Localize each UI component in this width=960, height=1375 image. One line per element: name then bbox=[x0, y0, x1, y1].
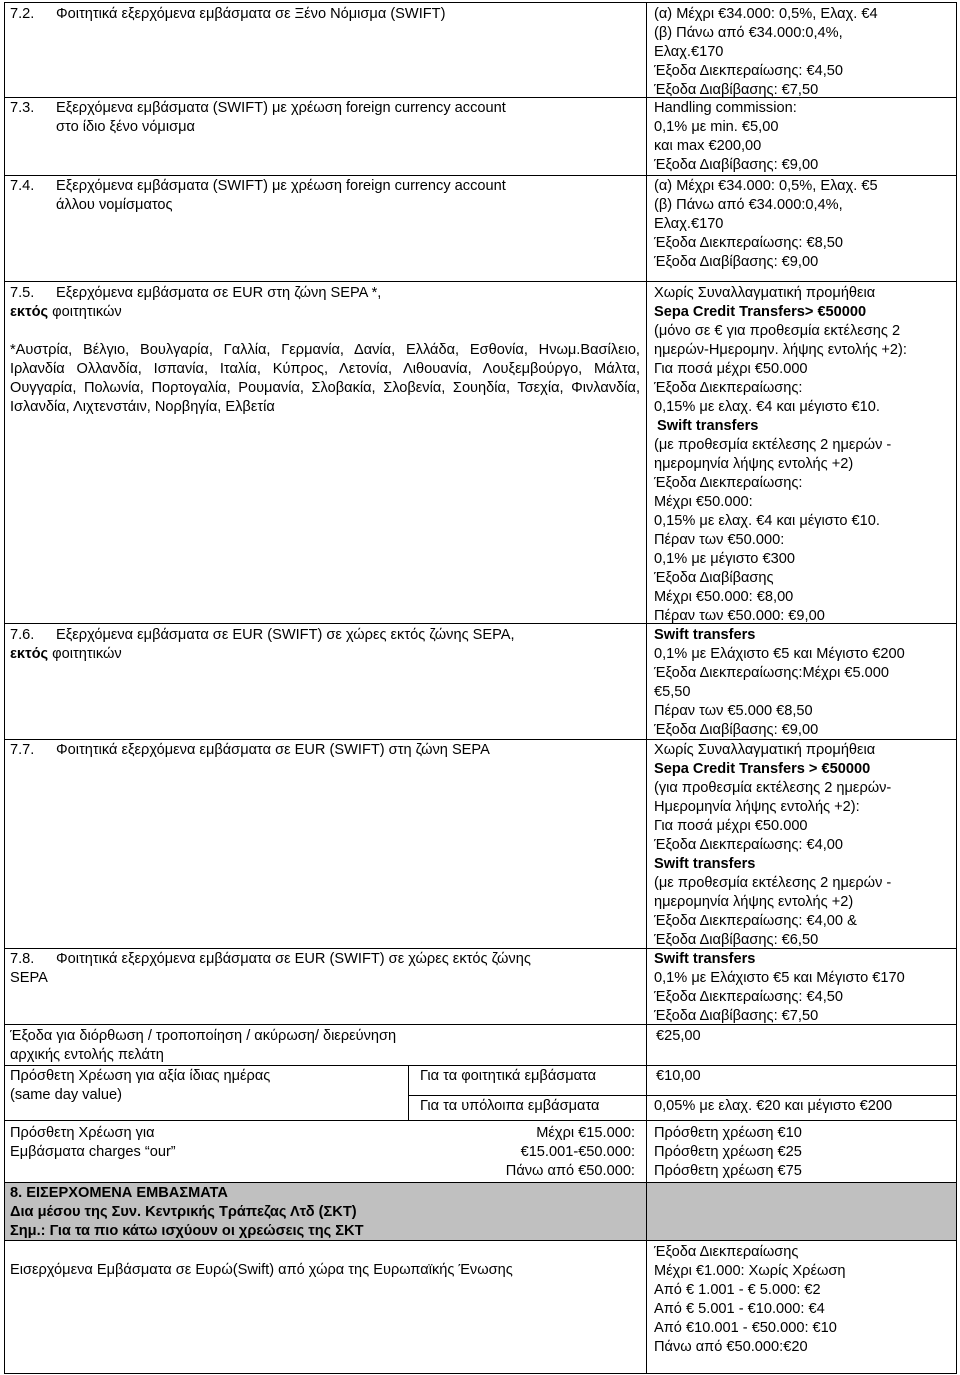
left-border bbox=[4, 2, 5, 1374]
row-divider bbox=[4, 1120, 957, 1121]
section8-band-right bbox=[647, 1183, 956, 1240]
sepa-country-list: *Αυστρία, Βέλγιο, Βουλγαρία, Γαλλία, Γερμανία, Δανία, Ελλάδα, Εσθονία, Ηνωμ.Βασίλειο, Ιρλανδία Ολλανδία, Ισπανία, Ιταλία, Κύπρος, Λετονία, Λιθουανία, Λουξεμβούργο, Μάλτα, Ουγγαρία, Πολωνία, Πορτογαλία, Ρουμανία, Σλοβακία, Σλοβενία, Σουηδία, Τσεχία, Φινλανδία, Ισλανδία, Λιχτενστάιν, Νορβηγία, Ελβετία bbox=[10, 342, 640, 415]
row-7-6-fees: Swift transfers 0,1% με Ελάχιστο €5 και Μέγιστο €200 Έξοδα Διεκπεραίωσης:Μέχρι €5.000 €5,50 Πέραν των €5.000 €8,50 Έξοδα Διαβίβασης: €9,00 bbox=[654, 627, 905, 738]
row-7-5-fees: Χωρίς Συναλλαγματική προμήθεια Sepa Credit Transfers> €50000 (μόνο σε € για προθεσμία εκτέλεσης 2 ημερών-Ημερομην. λήψης εντολής +2): Για ποσά μέχρι €50.000 Έξοδα Διεκπεραίωσης: 0,15% με ελαχ. €4 και μέγιστο €10. Swift transfers (με προθεσμία εκτέλεσης 2 ημερών - ημερομηνία λήψης εντολής +2) Έξοδα Διεκπεραίωσης: Μέχρι €50.000: 0,15% με ελαχ. €4 και μέγιστο €10. Πέραν των €50.000: 0,1% με μέγιστο €300 Έξοδα Διαβίβασης Μέχρι €50.000: €8,00 Πέραν των €50.000: €9,00 bbox=[654, 285, 907, 624]
incoming-label: Εισερχόμενα Εμβάσματα σε Ευρώ(Swift) από χώρα της Ευρωπαϊκής Ένωσης bbox=[10, 1262, 513, 1278]
same-day-other-fee: 0,05% με ελαχ. €20 και μέγιστο €200 bbox=[654, 1098, 893, 1114]
same-day-label: Πρόσθετη Χρέωση για αξία ίδιας ημέρας (same day value) bbox=[10, 1068, 271, 1103]
row-7-6-title: 7.6. Εξερχόμενα εμβάσματα σε EUR (SWIFT) σε χώρες εκτός ζώνης SEPA, εκτός φοιτητικών bbox=[10, 627, 515, 662]
incoming-fees: Έξοδα Διεκπεραίωσης Μέχρι €1.000: Χωρίς Χρέωση Από € 1.001 - € 5.000: €2 Από € 5.001 - €10.000: €4 Από €10.001 - €50.000: €10 Πάνω από €50.000:€20 bbox=[654, 1244, 846, 1355]
section-8-heading: 8. ΕΙΣΕΡΧΟΜΕΝΑ ΕΜΒΑΣΜΑΤΑ Δια μέσου της Συν. Κεντρικής Τράπεζας Λτδ (ΣΚΤ) Σημ.: Για τα πιο κάτω ισχύουν οι χρεώσεις της ΣΚΤ bbox=[10, 1185, 364, 1239]
our-charges-ranges: Μέχρι €15.000: €15.001-€50.000: Πάνω από €50.000: bbox=[505, 1125, 635, 1179]
top-border bbox=[4, 2, 957, 3]
row-7-5-title: 7.5. Εξερχόμενα εμβάσματα σε EUR στη ζώνη SEPA *, εκτός φοιτητικών bbox=[10, 285, 382, 320]
same-day-other-label: Για τα υπόλοιπα εμβάσματα bbox=[420, 1098, 600, 1114]
row-divider bbox=[4, 281, 957, 282]
row-7-3-title: 7.3. Εξερχόμενα εμβάσματα (SWIFT) με χρέωση foreign currency account στο ίδιο ξένο νόμισμα bbox=[10, 100, 506, 135]
our-charges-fees: Πρόσθετη χρέωση €10 Πρόσθετη χρέωση €25 Πρόσθετη χρέωση €75 bbox=[654, 1125, 802, 1179]
row-7-4-fees: (α) Μέχρι €34.000: 0,5%, Ελαχ. €5 (β) Πάνω από €34.000:0,4%, Ελαχ.€170 Έξοδα Διεκπεραίωσης: €8,50 Έξοδα Διαβίβασης: €9,00 bbox=[654, 178, 878, 270]
row-divider bbox=[408, 1095, 957, 1096]
same-day-student-label: Για τα φοιτητικά εμβάσματα bbox=[420, 1068, 597, 1084]
row-7-2-title: 7.2. Φοιτητικά εξερχόμενα εμβάσματα σε Ξένο Νόμισμα (SWIFT) bbox=[10, 6, 446, 22]
column-rule bbox=[646, 2, 647, 1374]
column-rule bbox=[408, 1065, 409, 1120]
bottom-border bbox=[4, 1373, 957, 1374]
our-charges-label: Πρόσθετη Χρέωση για Εμβάσματα charges “our” bbox=[10, 1125, 176, 1160]
correction-label: Έξοδα για διόρθωση / τροποποίηση / ακύρωση/ διερεύνηση αρχικής εντολής πελάτη bbox=[10, 1028, 397, 1063]
row-7-7-fees: Χωρίς Συναλλαγματική προμήθεια Sepa Credit Transfers > €50000 (για προθεσμία εκτέλεσης 2 ημερών- Ημερομηνία λήψης εντολής +2): Για ποσά μέχρι €50.000 Έξοδα Διεκπεραίωσης: €4,00 Swift transfers (με προθεσμία εκτέλεσης 2 ημερών - ημερομηνία λήψης εντολής +2) Έξοδα Διεκπεραίωσης: €4,00 & Έξοδα Διαβίβασης: €6,50 bbox=[654, 742, 892, 948]
row-7-8-fees: Swift transfers 0,1% με Ελάχιστο €5 και Μέγιστο €170 Έξοδα Διεκπεραίωσης: €4,50 Έξοδα Διαβίβασης: €7,50 bbox=[654, 951, 905, 1024]
row-7-8-title: 7.8. Φοιτητικά εξερχόμενα εμβάσματα σε EUR (SWIFT) σε χώρες εκτός ζώνης SEPA bbox=[10, 951, 531, 986]
row-7-3-fees: Handling commission: 0,1% με min. €5,00 και max €200,00 Έξοδα Διαβίβασης: €9,00 bbox=[654, 100, 819, 173]
row-divider bbox=[4, 175, 957, 176]
row-7-7-title: 7.7. Φοιτητικά εξερχόμενα εμβάσματα σε EUR (SWIFT) στη ζώνη SEPA bbox=[10, 742, 490, 758]
row-7-4-title: 7.4. Εξερχόμενα εμβάσματα (SWIFT) με χρέωση foreign currency account άλλου νομίσματος bbox=[10, 178, 506, 213]
correction-fee: €25,00 bbox=[656, 1028, 701, 1044]
right-border bbox=[956, 2, 957, 1374]
same-day-student-fee: €10,00 bbox=[656, 1068, 701, 1084]
row-7-2-fees: (α) Μέχρι €34.000: 0,5%, Ελαχ. €4 (β) Πάνω από €34.000:0,4%, Ελαχ.€170 Έξοδα Διεκπεραίωσης: €4,50 Έξοδα Διαβίβασης: €7,50 bbox=[654, 6, 878, 98]
row-divider bbox=[4, 1065, 957, 1066]
